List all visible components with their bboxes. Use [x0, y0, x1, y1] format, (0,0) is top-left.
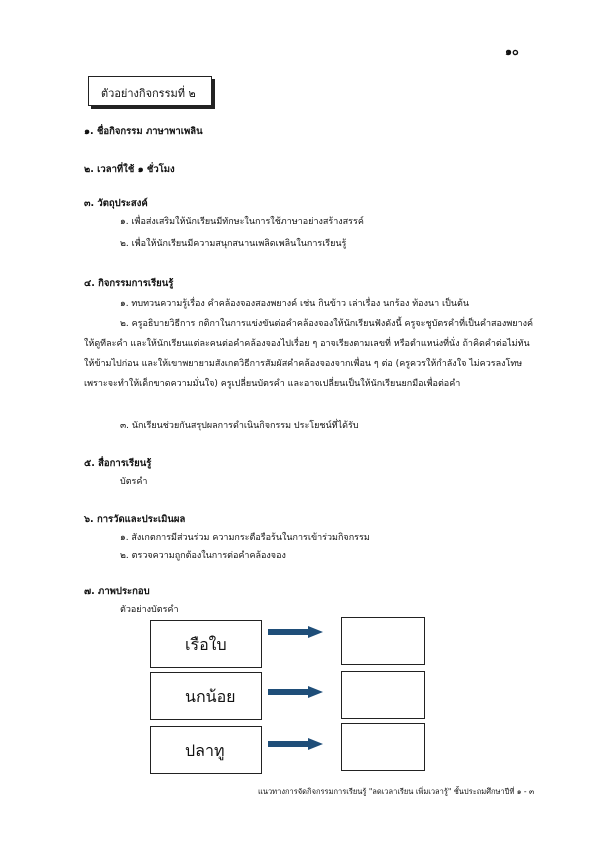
- word-card-text: เรือใบ: [185, 635, 227, 654]
- page-footer: แนวทางการจัดกิจกรรมการเรียนรู้ "ลดเวลาเรียน เพิ่มเวลารู้" ชั้นประถมศึกษาปีที่ ๑ - ๓: [258, 787, 535, 796]
- arrow-right-icon: [268, 738, 323, 750]
- word-card-text: นกน้อย: [185, 687, 236, 706]
- appendix-caption: ตัวอย่างบัตรคำ: [120, 605, 179, 615]
- learning-heading: ๔. กิจกรรมการเรียนรู้: [84, 278, 174, 289]
- media-item: บัตรคำ: [120, 477, 148, 487]
- evaluation-heading: ๖. การวัดและประเมินผล: [84, 514, 186, 525]
- time-used: ๒. เวลาที่ใช้ ๑ ชั่วโมง: [84, 164, 175, 175]
- appendix-heading: ๗. ภาพประกอบ: [84, 586, 150, 597]
- blank-answer-card: [341, 617, 425, 665]
- page-number: ๑๐: [505, 45, 519, 58]
- evaluation-item: ๑. สังเกตการมีส่วนร่วม ความกระตือรือร้นในการเข้าร่วมกิจกรรม: [120, 533, 370, 543]
- objective-item: ๑. เพื่อส่งเสริมให้นักเรียนมีทักษะในการใช้ภาษาอย่างสร้างสรรค์: [120, 217, 364, 227]
- blank-answer-card: [341, 671, 425, 719]
- activity-name: ๑. ชื่อกิจกรรม ภาษาพาเพลิน: [84, 126, 203, 137]
- title-box: [88, 76, 212, 106]
- objectives-heading: ๓. วัตถุประสงค์: [84, 198, 148, 209]
- evaluation-item: ๒. ตรวจความถูกต้องในการต่อคำคล้องจอง: [120, 551, 286, 561]
- arrow-right-icon: [268, 686, 323, 698]
- word-card: [150, 726, 262, 774]
- title-text: ตัวอย่างกิจกรรมที่ ๒: [101, 87, 196, 100]
- learning-step-1: ๑. ทบทวนความรู้เรื่อง คำคล้องจองสองพยางค์ เช่น กินข้าว เล่าเรื่อง นกร้อง ท้องนา เป็นต้น: [120, 299, 469, 309]
- word-card: [150, 672, 262, 720]
- blank-answer-card: [341, 723, 425, 771]
- objective-item: ๒. เพื่อให้นักเรียนมีความสนุกสนานเพลิดเพลินในการเรียนรู้: [120, 239, 347, 249]
- learning-step-2: ๒. ครูอธิบายวิธีการ กติกาในการแข่งขันต่อคำคล้องจองให้นักเรียนฟังดังนี้ ครูจะชูบัตรคำที่เป็นคำสองพยางค์ให้ดูทีละคำ และให้นักเรียนแต่ละคนต่อคำคล้องจองไปเรื่อย ๆ อาจเรียงตามเลขที่ หรือตำแหน่งที่นั่ง ถ้าคิดคำต่อไม่ทันให้ข้ามไปก่อน และให้เขาพยายามสังเกตวิธีการสัมผัสคำคล้องจองจากเพื่อน ๆ ต่อ (ครูควรให้กำลังใจ ไม่ควรลงโทษ เพราะจะทำให้เด็กขาดความมั่นใจ) ครูเปลี่ยนบัตรคำ และอาจเปลี่ยนเป็นให้นักเรียนยกมือเพื่อต่อคำ: [84, 319, 533, 389]
- media-heading: ๕. สื่อการเรียนรู้: [84, 458, 152, 469]
- word-card: [150, 620, 262, 668]
- learning-step-3: ๓. นักเรียนช่วยกันสรุปผลการดำเนินกิจกรรม ประโยชน์ที่ได้รับ: [120, 421, 359, 431]
- word-card-text: ปลาทู: [185, 741, 225, 760]
- arrow-right-icon: [268, 626, 323, 638]
